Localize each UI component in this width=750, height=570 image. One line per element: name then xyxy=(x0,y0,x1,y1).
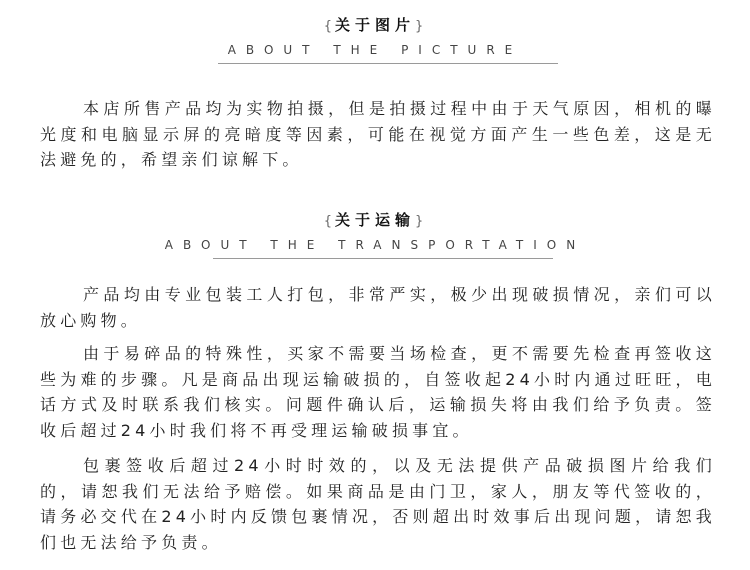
divider-line xyxy=(213,258,553,259)
about-transportation-header xyxy=(0,209,750,252)
about-picture-header xyxy=(0,14,750,57)
about-transportation-title-text: 关于运输 xyxy=(334,211,415,229)
transport-paragraph-2: 由于易碎品的特殊性，买家不需要当场检查，更不需要先检查再签收这些为难的步骤。凡是商品出现运输破损的，自签收起24小时内通过旺旺，电话方式及时联系我们核实。问题件确认后，运输损失将由我们给予负责。签收后超过24小时我们将不再受理运输破损事宜。 xyxy=(40,344,716,440)
divider-line xyxy=(218,63,558,64)
transport-paragraph-1: 产品均由专业包装工人打包，非常严实，极少出现破损情况，亲们可以放心购物。 xyxy=(40,285,716,330)
transport-paragraph-3: 包裹签收后超过24小时时效的，以及无法提供产品破损图片给我们的，请恕我们无法给予赔偿。如果商品是由门卫，家人，朋友等代签收的，请务必交代在24小时内反馈包裹情况，否则超出时效事后出现问题，请恕我们也无法给予负责。 xyxy=(40,456,716,552)
about-picture-subtitle: ABOUT THE PICTURE xyxy=(227,43,523,57)
about-transportation-title: {关于运输} xyxy=(323,211,427,229)
about-transportation-subtitle: ABOUT THE TRANSPORTATION xyxy=(164,238,586,252)
about-picture-title: {关于图片} xyxy=(323,16,427,34)
about-picture-title-text: 关于图片 xyxy=(334,16,415,34)
about-picture-paragraph: 本店所售产品均为实物拍摄，但是拍摄过程中由于天气原因，相机的曝光度和电脑显示屏的亮暗度等因素，可能在视觉方面产生一些色差，这是无法避免的，希望亲们谅解下。 xyxy=(40,99,716,169)
